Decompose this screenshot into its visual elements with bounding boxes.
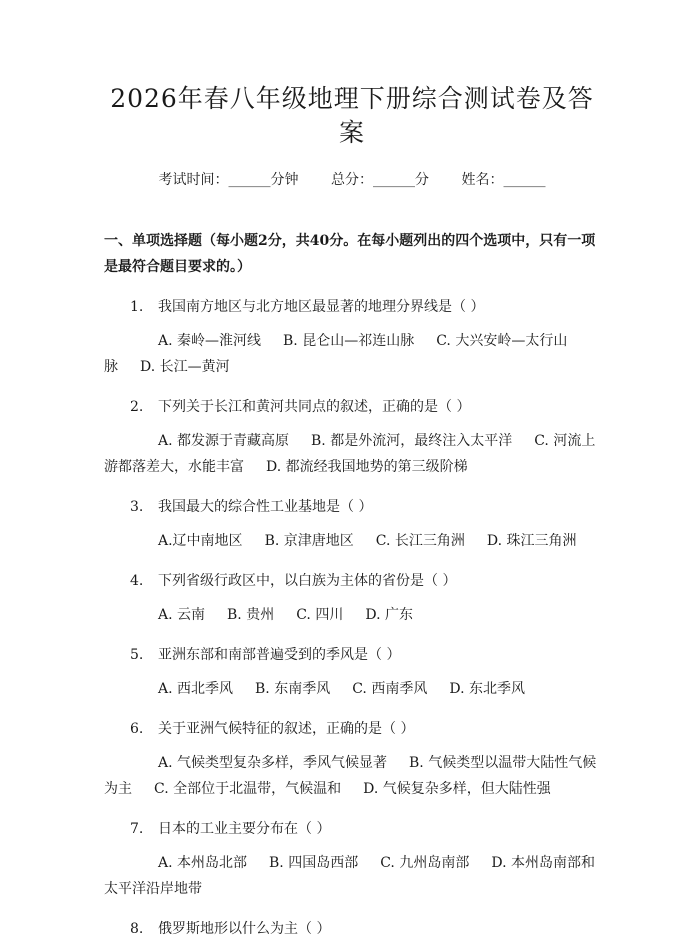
question-stem: [104, 916, 600, 942]
question-stem: [104, 642, 600, 668]
question-options: [104, 676, 600, 702]
option-d: D. 东北季风: [449, 681, 525, 697]
option-d: D. 气候复杂多样，但大陆性强: [363, 781, 551, 797]
question-options: [104, 328, 600, 380]
question-item: [104, 494, 600, 554]
option-c: C. 长江三角洲: [375, 533, 465, 549]
question-text: 俄罗斯地形以什么为主（ ）: [158, 921, 331, 937]
option-c: C. 九州岛南部: [380, 855, 470, 871]
question-number: 3.: [130, 499, 144, 515]
question-item: [104, 816, 600, 902]
question-number: 7.: [130, 821, 144, 837]
question-item: [104, 568, 600, 628]
option-a: A. 秦岭—淮河线: [158, 333, 262, 349]
question-number: 2.: [130, 399, 144, 415]
option-d: D. 都流经我国地势的第三级阶梯: [266, 459, 468, 475]
option-c: C. 全部位于北温带，气候温和: [154, 781, 342, 797]
question-stem: [104, 568, 600, 594]
question-options: [104, 850, 600, 902]
option-d: D. 广东: [365, 607, 413, 623]
page-title: 2026年春八年级地理下册综合测试卷及答案: [110, 84, 594, 147]
question-options: [104, 750, 600, 802]
option-a: A. 都发源于青藏高原: [158, 433, 290, 449]
option-b: B. 气候类型以温带大陆性气候为主: [104, 755, 597, 797]
question-item: [104, 394, 600, 480]
option-b: B. 京津唐地区: [264, 533, 354, 549]
option-c: C. 西南季风: [352, 681, 428, 697]
question-item: [104, 716, 600, 802]
question-options: [104, 528, 600, 554]
question-stem: [104, 494, 600, 520]
question-options: [104, 602, 600, 628]
question-stem: [104, 816, 600, 842]
exam-meta: [104, 170, 600, 190]
option-c: C. 四川: [296, 607, 344, 623]
question-text: 日本的工业主要分布在（ ）: [158, 821, 331, 837]
option-b: B. 都是外流河，最终注入太平洋: [311, 433, 513, 449]
question-number: 6.: [130, 721, 144, 737]
question-stem: [104, 394, 600, 420]
student-name: 姓名：______: [461, 172, 546, 188]
option-b: B. 贵州: [227, 607, 275, 623]
question-number: 1.: [130, 299, 144, 315]
option-d: D. 珠江三角洲: [486, 533, 577, 549]
question-text: 下列关于长江和黄河共同点的叙述，正确的是（ ）: [158, 399, 471, 415]
question-options: [104, 428, 600, 480]
question-text: 亚洲东部和南部普遍受到的季风是（ ）: [158, 647, 401, 663]
question-stem: [104, 716, 600, 742]
option-a: A. 云南: [158, 607, 206, 623]
question-list: [104, 294, 600, 942]
option-a: A. 西北季风: [158, 681, 234, 697]
question-stem: [104, 294, 600, 320]
question-number: 4.: [130, 573, 144, 589]
question-number: 8.: [130, 921, 144, 937]
option-b: B. 昆仑山—祁连山脉: [283, 333, 415, 349]
option-a: A. 本州岛北部: [158, 855, 248, 871]
option-c: C. 河流上游都落差大，水能丰富: [104, 433, 596, 475]
question-text: 我国南方地区与北方地区最显著的地理分界线是（ ）: [158, 299, 485, 315]
section-heading: 一、单项选择题（每小题2分，共40分。在每小题列出的四个选项中，只有一项是最符合题目要求的。）: [104, 233, 596, 275]
option-b: B. 东南季风: [255, 681, 331, 697]
question-number: 5.: [130, 647, 144, 663]
question-item: [104, 916, 600, 942]
option-c: C. 大兴安岭—太行山脉: [104, 333, 568, 375]
question-text: 我国最大的综合性工业基地是（ ）: [158, 499, 373, 515]
question-item: [104, 294, 600, 380]
option-d: D. 长江—黄河: [140, 359, 230, 375]
question-text: 关于亚洲气候特征的叙述，正确的是（ ）: [158, 721, 415, 737]
option-a: A. 气候类型复杂多样，季风气候显著: [158, 755, 388, 771]
question-text: 下列省级行政区中，以白族为主体的省份是（ ）: [158, 573, 457, 589]
exam-time: 考试时间：______分钟: [158, 172, 299, 188]
exam-total-score: 总分：______分: [331, 172, 429, 188]
option-a: A.辽中南地区: [158, 533, 243, 549]
option-b: B. 四国岛西部: [269, 855, 359, 871]
option-d: D. 本州岛南部和太平洋沿岸地带: [104, 855, 595, 897]
question-item: [104, 642, 600, 702]
